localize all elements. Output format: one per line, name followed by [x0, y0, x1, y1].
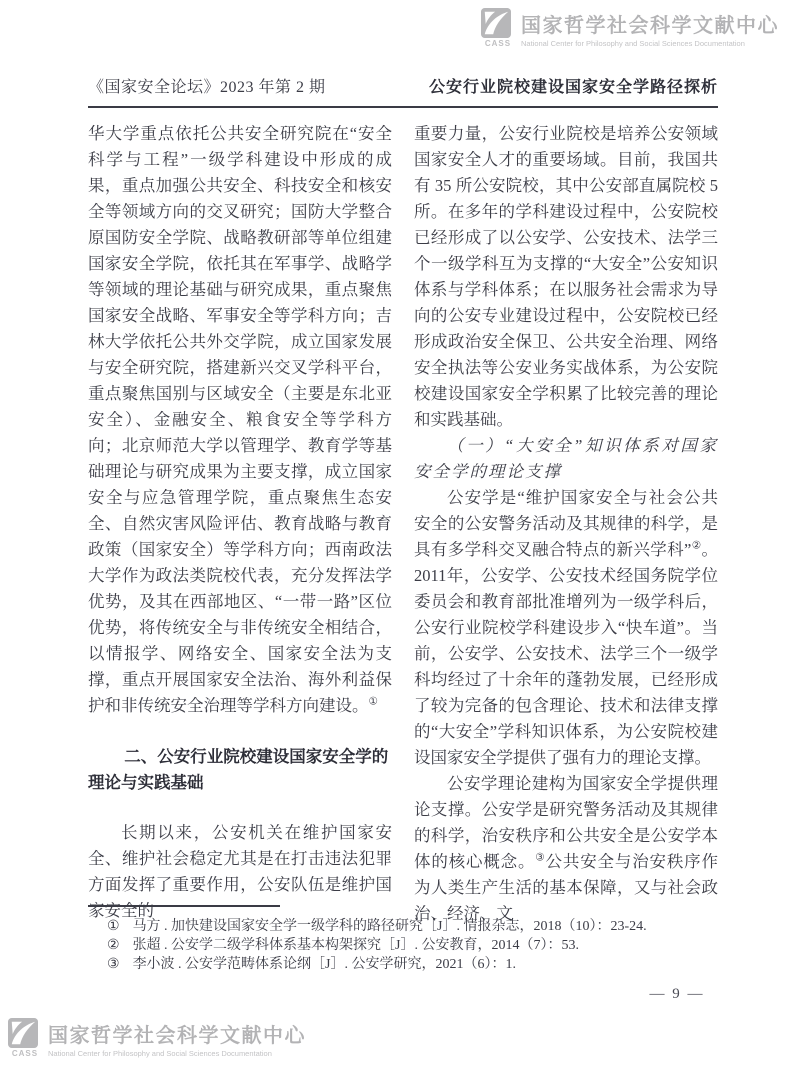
cass-logo-bottom [8, 1018, 306, 1058]
paragraph-text: 华大学重点依托公共安全研究院在“安全科学与工程”一级学科建设中形成的成果，重点加强公共安全、科技安全和核安全等领域方向的交叉研究；国防大学整合原国防安全学院、战略教研部等单位组建国家安全学院，依托其在军事学、战略学等领域的理论基础与研究成果，重点聚焦国家安全战略、军事安全等学科方向；吉林大学依托公共外交学院，成立国家发展与安全研究院，搭建新兴交叉学科平台，重点聚焦国别与区域安全（主要是东北亚安全）、金融安全、粮食安全等学科方向；北京师范大学以管理学、教育学等基础理论与研究成果为主要支撑，成立国家安全与应急管理学院，重点聚焦生态安全、自然灾害风险评估、教育战略与教育政策（国家安全）等学科方向；西南政法大学作为政法类院校代表，充分发挥法学优势，及其在西部地区、“一带一路”区位优势，将传统安全与非传统安全相结合，以情报学、网络安全、国家安全法为支撑，重点开展国家安全法治、海外利益保护和非传统安全治理等学科方向建设。 [88, 124, 392, 715]
paragraph: 长期以来，公安机关在维护国家安全、维护社会稳定尤其是在打击违法犯罪方面发挥了重要作用，公安队伍是维护国家安全的 [88, 823, 392, 920]
left-column [88, 121, 392, 927]
page-number: — 9 — [649, 986, 705, 1002]
journal-issue-info: 《国家安全论坛》2023 年第 2 期 [88, 79, 326, 96]
footnote-divider [88, 905, 280, 907]
cass-logo-title: 国家哲学社会科学文献中心 [521, 14, 779, 37]
paragraph-text: 公安学是“维护国家安全与社会公共安全的公安警务活动及其规律的科学，是具有多学科交叉融合特点的新兴学科” [414, 488, 718, 559]
page-header [88, 74, 718, 108]
section-heading: 二、公安行业院校建设国家安全学的理论与实践基础 [88, 748, 389, 792]
footnote-ref-1: ① [368, 696, 378, 708]
article-body [88, 121, 718, 927]
cass-logo-acronym: CASS [11, 1049, 39, 1058]
footnote-marker: ③ [107, 957, 120, 972]
paragraph [414, 771, 718, 927]
footnotes-section [88, 905, 718, 974]
footnote-item [88, 955, 718, 974]
running-article-title: 公安行业院校建设国家安全学路径探析 [428, 79, 718, 96]
cass-logo-acronym: CASS [484, 39, 512, 48]
footnote-marker: ① [107, 919, 120, 934]
paragraph-continuation [88, 121, 392, 719]
cass-logo-icon [8, 1018, 38, 1048]
paragraph-text: 。2011年，公安学、公安技术经国务院学位委员会和教育部批准增列为一级学科后，公安行业院校学科建设步入“快车道”。当前，公安学、公安技术、法学三个一级学科均经过了十余年的蓬勃发展，已经形成了较为完备的包含理论、技术和法律支撑的“大安全”学科知识体系，为公安院校建设国家安全学提供了强有力的理论支撑。 [414, 540, 718, 767]
footnote-item [88, 936, 718, 955]
paragraph-text: 公安学理论建构为国家安全学提供理论支撑。公安学是研究警务活动及其规律的科学，治安秩序和公共安全是公安学本体的核心概念。 [414, 774, 718, 871]
footnote-text: 马方 . 加快建设国家安全学一级学科的路径研究［J］. 情报杂志，2018（10）：23-24. [132, 919, 647, 934]
footnote-text: 李小波 . 公安学范畴体系论纲［J］. 公安学研究，2021（6）：1. [132, 957, 517, 972]
cass-logo-title: 国家哲学社会科学文献中心 [48, 1024, 306, 1047]
cass-logo-top [481, 8, 779, 48]
paragraph [414, 485, 718, 771]
paragraph-text: 公共安全与治安秩序作为人类生产生活的基本保障，又与社会政治、经济、文 [414, 852, 718, 923]
cass-logo-subtitle: National Center for Philosophy and Social Sciences Documentation [48, 1049, 272, 1058]
right-column [414, 121, 718, 927]
footnote-text: 张超 . 公安学二级学科体系基本构架探究［J］. 公安教育，2014（7）：53. [132, 938, 580, 953]
paragraph-continuation: 重要力量，公安行业院校是培养公安领域国家安全人才的重要场域。目前，我国共有 35 所公安院校，其中公安部直属院校 5 所。在多年的学科建设过程中，公安院校已经形成了以公安学、公安技术、法学三个一级学科互为支撑的“大安全”公安知识体系与学科体系；在以服务社会需求为导向的公安专业建设过程中，公安院校已经形成政治安全保卫、公共安全治理、网络安全执法等公安业务实战体系，为公安院校建设国家安全学积累了比较完善的理论和实践基础。 [414, 124, 718, 429]
footnote-item [88, 917, 718, 936]
cass-logo-subtitle: National Center for Philosophy and Social Sciences Documentation [521, 39, 745, 48]
footnote-marker: ② [107, 938, 120, 953]
cass-logo-icon [481, 8, 511, 38]
footnote-ref-2: ② [691, 540, 702, 552]
sub-section-heading: （一）“大安全”知识体系对国家安全学的理论支撑 [414, 436, 718, 481]
footnote-ref-3: ③ [535, 852, 546, 864]
